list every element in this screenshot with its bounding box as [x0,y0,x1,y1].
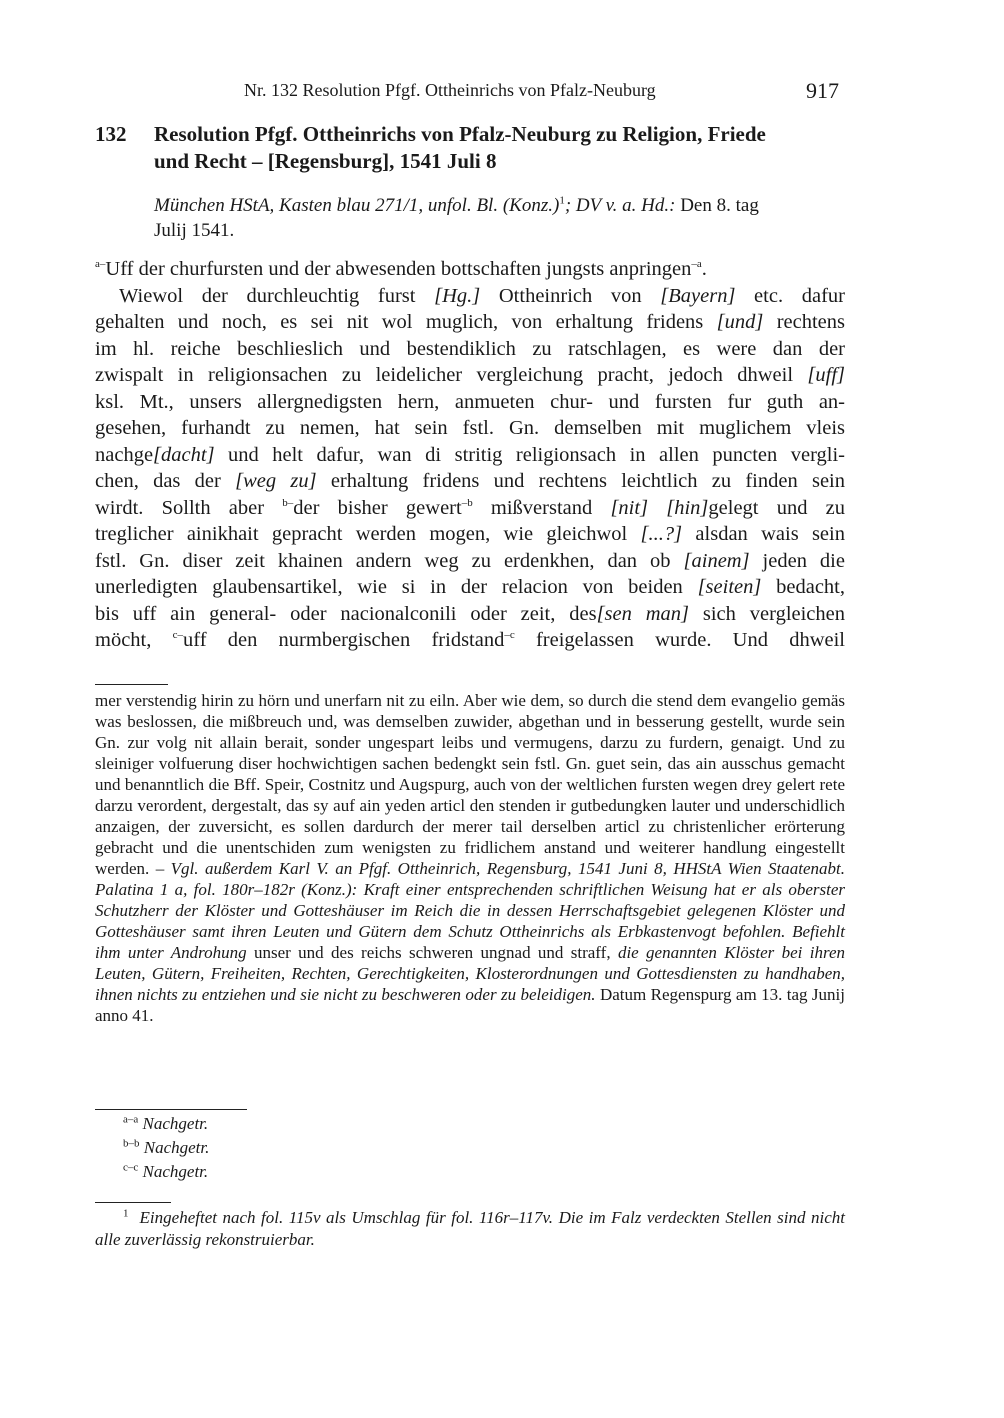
text-span: und helt dafur, wan di stritig religionsach in allen puncten vergli- [214,443,845,466]
text-line [95,362,845,389]
apparatus-mark: –b [461,496,473,509]
title-line-1: Resolution Pfgf. Ottheinrichs von Pfalz-Neuburg zu Religion, Friede [154,122,766,146]
document-title [95,121,845,175]
running-header: Nr. 132 Resolution Pfgf. Ottheinrichs von Pfalz-Neuburg [244,80,656,100]
text-line [95,468,845,495]
apparatus-mark: b– [282,496,294,509]
text-span: zwispalt in religionsachen zu leidelicher vergleichung pracht, jedoch dhweil [95,364,808,386]
text-span: Wiewol der durchleuchtig furst [119,284,435,307]
text-span: mißverstand [472,496,611,519]
apparatus-separator [95,1109,247,1110]
text-span: bedacht, [761,576,845,598]
emendation: [seiten] [697,576,762,598]
apparatus-mark: –c [504,629,515,642]
apparatus-entry [95,1112,209,1136]
apparatus-note: Nachgetr. [143,1138,210,1157]
critical-apparatus [95,1112,209,1184]
emendation: [Hg.] [434,284,481,307]
emendation: [sen man] [596,602,690,625]
text-span: bis uff ain general- oder nacionalconili oder zeit, des [95,602,597,625]
page-number: 917 [806,78,839,103]
text-span: uff den nurmbergischen fridstand [182,629,505,651]
emendation: [und] [716,311,764,333]
text-line [95,442,845,469]
source-date-2: Julij 1541. [154,220,235,241]
text-span: freigelassen wurde. Und dhweil [514,629,845,651]
text-span: chen, das der [95,470,236,492]
source-note [154,193,846,243]
text-span: möcht, [95,629,173,651]
footnote-continuation [95,690,845,1026]
text-span: Ottheinrich von [480,284,661,307]
footnote-number: 1 [123,1207,129,1220]
footnote-1 [95,1207,845,1251]
footnote-italic: Vgl. außerdem Karl V. an Pfgf. Ottheinrich, Regensburg, 1541 Juni 8, HHStA Wien Staatenabt. Palatina 1 a, fol. 180r–182r (Konz.): Kraft einer entsprechenden schriftlichen Weisung hat er als oberster Schutzherr der Klöster und Gotteshäuser im Reich die in dessen Herrschaftsgebiet gelegenen Klöster und Gotteshäuser samt ihren Leuten und Gütern dem Schutz Ottheinrichs als Erbkastenvogt befohlen. Befiehlt ihm unter Androhung [95,859,845,962]
footnote-ref-1: 1 [559,194,565,207]
text-line [95,574,845,601]
text-span: rechtens [763,311,846,333]
apparatus-note: Nachgetr. [142,1114,209,1133]
footnote-text: Eingeheftet nach fol. 115v als Umschlag für fol. 116r–117v. Die im Falz verdeckten Stellen sind nicht alle zuverlässig rekonstruierbar. [95,1208,846,1249]
footnote-separator [95,684,168,685]
text-line [95,283,845,310]
text-span: alsdan wais sein [682,523,845,545]
emendation: [...?] [640,523,683,545]
text-line [95,627,845,654]
apparatus-mark: c– [172,629,183,642]
source-archive: München HStA, Kasten blau 271/1, unfol. Bl. (Konz.) [154,195,560,216]
emendation: [dacht] [153,443,215,466]
emendation: [uff] [807,364,845,386]
text-span: . [701,258,707,280]
text-span: erhaltung fridens und rechtens leichtlich zu finden sein [316,470,845,492]
text-line: gesehen, furhandt zu nemen, hat sein fstl. Gn. demselben mit muglichem vleis [95,417,845,439]
text-span: der bisher gewert [293,496,462,519]
text-span: sich vergleichen [689,602,846,625]
text-span: treglicher ainikhait gepracht werden mogen, wie gleichwol [95,523,641,545]
footnote1-separator [95,1202,171,1203]
text-span: gehalten und noch, es sei nit wol muglich, von erhaltung fridens [95,311,717,333]
text-span: unerledigten glaubensartikel, wie si in der relacion von beiden [95,576,698,598]
text-line [95,256,845,283]
text-span: wirdt. Sollth aber [95,496,283,519]
source-date-1: Den 8. tag [675,195,759,216]
emendation: [weg zu] [235,470,317,492]
apparatus-mark: a– [95,258,106,271]
footnote-text: mer verstendig hirin zu hörn und unerfarn nit zu eiln. Aber wie dem, so durch die stend dem evangelio gemäs was beslossen, die mißbreuch und, was demselben zuwider, abgethan und in besserung gestellt, wurde sein Gn. zur volg nit allain berait, sonder ungespart leibs und vermugens, darzu zu furdern, genaigt. Und zu sleiniger volfuerung diser hochwichtigen sachen bedengkt sein fstl. Gn. guet sein, das ain ausschus gemacht und benanntlich die Bff. Speir, Costnitz und Augspurg, auch von der weltlichen fursten wegen drey gelert rete darzu verordent, dergestalt, das sy auf ain yeden articl den stenden ir gutbedungken lauter und underschidlich anzaigen, der zuversicht, es sollen dardurch der merer tail derselben articl zu christenlicher erörterung gebracht und die unentschiden zum wenigsten zu fridlichem anstand und weiterer handlung eingestellt werden. – [95,691,845,878]
text-line: ksl. Mt., unsers allergnedigsten hern, anmueten chur- und fursten fur guth an- [95,390,845,413]
text-span: Uff der churfursten und der abwesenden bottschaften jungsts anpringen [105,258,692,280]
footnote-italic: die genannten Klöster bei ihren Leuten, Gütern, Freiheiten, Rechten, Gerechtigkeiten, Klosterordnungen und Gottesdiensten zu handhaben, ihnen nichts zu entziehen und sie nicht zu beschweren oder zu beleidigen. [95,943,846,1004]
apparatus-note: Nachgetr. [142,1162,209,1181]
text-line [95,548,845,575]
main-text [95,256,845,654]
text-span: jeden die [749,549,845,572]
text-span: fstl. Gn. diser zeit khainen andern weg zu erdenkhen, dan ob [95,549,684,572]
footnote-text: unser und des reichs schweren ungnad und straff, [246,943,618,962]
title-line-2: und Recht – [Regensburg], 1541 Juli 8 [154,149,497,173]
apparatus-mark: –a [691,258,702,271]
footnote-text: Datum Regenspurg am 13. tag Junij anno 41. [95,985,845,1025]
emendation: [Bayern] [660,284,736,307]
text-line [95,521,845,548]
text-line: im hl. reiche beschlieslich und bestendiklich zu ratschlagen, es were dan der [95,337,845,360]
text-line [95,601,845,628]
emendation: [ainem] [683,549,750,572]
text-line [95,495,845,522]
apparatus-entry [95,1160,209,1184]
apparatus-sigla: a–a [123,1113,139,1126]
apparatus-sigla: c–c [123,1161,139,1174]
source-dv: ; DV v. a. Hd.: [564,195,676,216]
text-line [95,309,845,336]
apparatus-entry [95,1136,209,1160]
text-span: gelegt und zu [708,496,845,519]
text-span: etc. dafur [735,284,845,307]
emendation: [nit] [hin] [610,496,709,519]
text-span: nachge [95,443,154,466]
document-number: 132 [95,122,127,146]
apparatus-sigla: b–b [123,1137,140,1150]
